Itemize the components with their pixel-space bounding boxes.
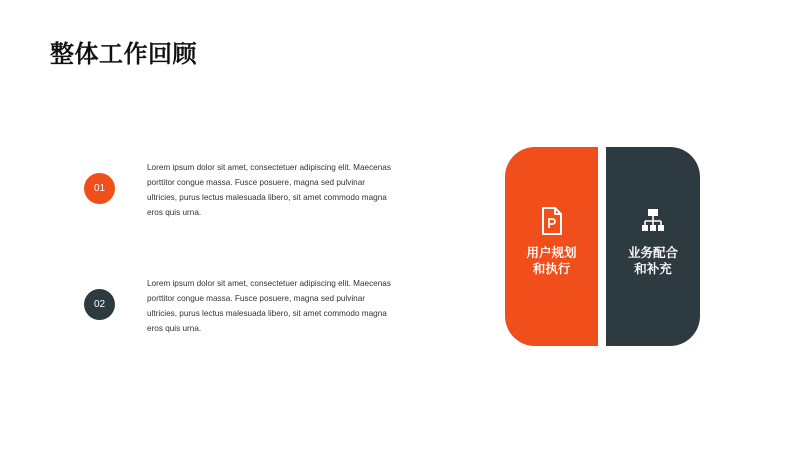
item-text: Lorem ipsum dolor sit amet, consectetuer adipiscing elit. Maecenas porttitor congue massa. Fusce posuere, magna sed pulvinar ultricies, purus lectus malesuada libero, sit amet commodo magna eros quis urna. [147,163,391,217]
number-badge: 01 [84,173,115,204]
org-chart-icon [641,207,665,235]
page-title: 整体工作回顾 [50,40,197,68]
card-label: 用户规划 和执行 [526,245,577,276]
card-business-support [606,147,700,346]
document-p-icon [540,207,564,235]
number-badge: 02 [84,289,115,320]
card-user-planning [505,147,598,346]
card-label: 业务配合 和补充 [627,245,678,276]
item-text: Lorem ipsum dolor sit amet, consectetuer adipiscing elit. Maecenas porttitor congue massa. Fusce posuere, magna sed pulvinar ultricies, purus lectus malesuada libero, sit amet commodo magna eros quis urna. [147,279,391,333]
